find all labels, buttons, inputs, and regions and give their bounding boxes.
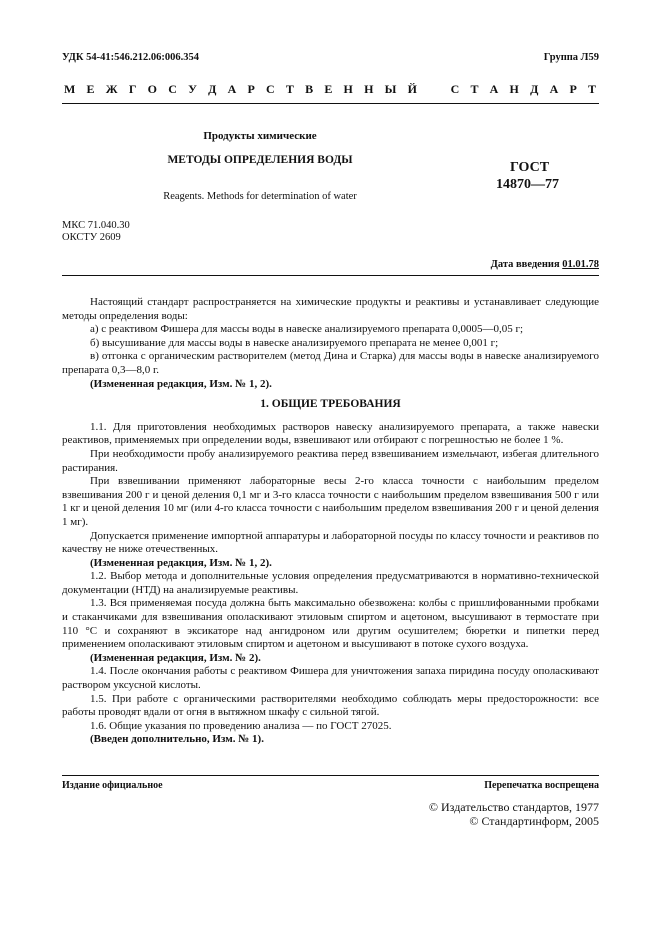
banner-letter: Г <box>128 82 137 96</box>
interstate-standard-banner <box>64 82 596 97</box>
banner-letter: С <box>168 82 177 96</box>
gost-number: 14870—77 <box>496 177 559 192</box>
clause-1-1-imports: Допускается применение импортной аппаратуры и лабораторной посуды по классу точности и реактивов по качеству не ниже отечественных. <box>62 529 599 556</box>
clause-1-2: 1.2. Выбор метода и дополнительные условия определения предусматриваются в нормативно-технической документации (НТД) на анализируемые реактивы. <box>62 570 599 596</box>
clause-1-1-grinding: При необходимости пробу анализируемого реактива перед взвешиванием измельчают, избегая длительного растирания. <box>62 447 599 474</box>
revision-note: (Введен дополнительно, Изм. № 1). <box>90 733 264 746</box>
banner-letter: С <box>450 82 460 96</box>
classification-codes <box>62 220 130 244</box>
document-body <box>62 296 599 747</box>
footer-divider <box>62 775 599 776</box>
banner-letter: Ж <box>105 82 118 96</box>
banner-letter: Т <box>470 82 479 96</box>
banner-letter: Д <box>208 82 217 96</box>
date-divider <box>62 275 599 276</box>
document-title: МЕТОДЫ ОПРЕДЕЛЕНИЯ ВОДЫ <box>167 154 353 166</box>
banner-letter: Н <box>364 82 374 96</box>
introduction-date <box>491 259 599 270</box>
banner-letter: Ы <box>384 82 397 96</box>
banner-letter: Т <box>285 82 294 96</box>
revision-note: (Измененная редакция, Изм. № 1, 2). <box>90 556 272 569</box>
gost-label: ГОСТ <box>510 160 550 175</box>
intro-paragraph: Настоящий стандарт распространяется на химические продукты и реактивы и устанавливает следующие методы определения воды: <box>62 296 599 322</box>
banner-letter: А <box>227 82 237 96</box>
banner-letter: Н <box>509 82 519 96</box>
english-title: Reagents. Methods for determination of water <box>163 191 357 202</box>
banner-letter: О <box>147 82 158 96</box>
banner-letter: Й <box>407 82 417 96</box>
mks-code: МКС 71.040.30 <box>62 220 130 231</box>
udk-code: УДК 54-41:546.212.06:006.354 <box>62 52 199 63</box>
date-label: Дата введения <box>490 259 560 270</box>
clause-1-4: 1.4. После окончания работы с реактивом Фишера для уничтожения запаха пиридина посуду ополаскивают раствором уксусной кислоты. <box>62 665 599 692</box>
group-code: Группа Л59 <box>543 52 599 63</box>
clause-1-6: 1.6. Общие указания по проведению анализа — по ГОСТ 27025. <box>90 719 392 732</box>
copyright-line-1: © Издательство стандартов, 1977 <box>428 800 599 814</box>
banner-letter: Т <box>587 82 596 96</box>
banner-letter: В <box>305 82 314 96</box>
clause-1-3: 1.3. Вся применяемая посуда должна быть максимально обезвожена: колбы с пришлифованными пробками и стаканчиками для взвешивания ополаскивают этиловым спиртом и ацетоном, высушивают в термостате при 110 °С и сохраняют в эксикаторе над ангидроном или другим осушителем; бюретки и пипетки перед применением ополаскивают этиловым спиртом и ацетоном и высушивают в потоке сухого воздуха. <box>62 597 599 651</box>
banner-letter: Е <box>324 82 333 96</box>
clause-1-1-scales: При взвешивании применяют лабораторные весы 2-го класса точности с наибольшим пределом взвешивания 200 г и ценой деления 0,1 мг и 3-го класса точности с наибольшим пределом взвешивания 500 г или 1 кг и ценой деления 10 мг (или 4-го класса точности с наибольшим пределом взвешивания 200 г и ценой деления 1 мг). <box>62 475 599 528</box>
banner-letter: Р <box>569 82 577 96</box>
document-subtitle: Продукты химические <box>203 130 317 142</box>
banner-letter: Д <box>530 82 539 96</box>
revision-note: (Измененная редакция, Изм. № 1, 2). <box>90 377 272 390</box>
official-edition-label: Издание официальное <box>62 780 163 791</box>
section-heading: 1. ОБЩИЕ ТРЕБОВАНИЯ <box>260 398 401 411</box>
banner-letter: С <box>266 82 275 96</box>
banner-letter: Е <box>86 82 95 96</box>
reprint-prohibited-label: Перепечатка воспрещена <box>484 780 599 791</box>
method-a: а) с реактивом Фишера для массы воды в навеске анализируемого препарата 0,0005—0,05 г; <box>90 323 524 336</box>
banner-letter: М <box>64 82 76 96</box>
clause-1-1: 1.1. Для приготовления необходимых растворов навеску анализируемого препарата, а также навески реактивов, применяемых при определении воды, взвешивают или отбирают с погрешностью не более 1 %. <box>62 420 599 447</box>
banner-letter: А <box>549 82 559 96</box>
method-b: б) высушивание для массы воды в навеске анализируемого препарата не менее 0,001 г; <box>90 336 499 349</box>
copyright-line-2: © Стандартинформ, 2005 <box>469 814 599 828</box>
banner-letter: У <box>188 82 197 96</box>
banner-letter: Р <box>247 82 255 96</box>
header-divider <box>62 103 599 104</box>
okstu-code: ОКСТУ 2609 <box>62 232 121 243</box>
date-value: 01.01.78 <box>562 259 599 270</box>
banner-letter: А <box>489 82 499 96</box>
revision-note: (Измененная редакция, Изм. № 2). <box>90 651 261 664</box>
clause-1-5: 1.5. При работе с органическими растворителями необходимо соблюдать меры предосторожности: все работы проводят вдали от огня в вытяжном шкафу с сильной тягой. <box>62 692 599 719</box>
banner-letter: Н <box>343 82 353 96</box>
method-c: в) отгонка с органическим растворителем (метод Дина и Старка) для массы воды в навеске анализируемого препарата 0,3—8,0 г. <box>62 350 599 376</box>
